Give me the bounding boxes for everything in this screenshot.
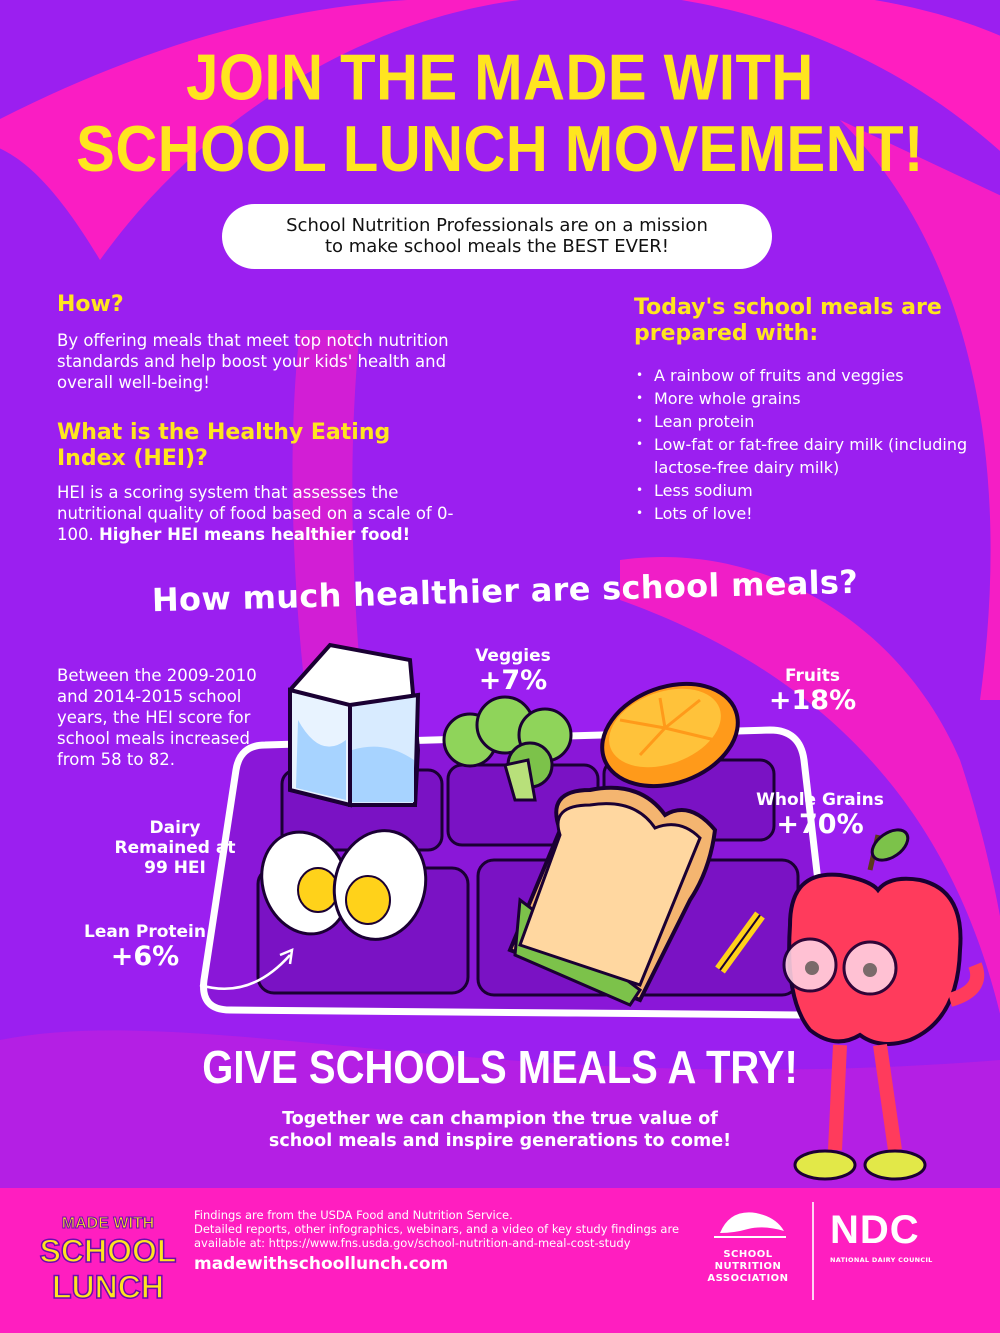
how-heading: How? [57, 292, 124, 317]
cta-body-line1: Together we can champion the true value of [282, 1109, 718, 1129]
list-item: • Lean protein [634, 410, 974, 433]
footer-findings-line: Findings are from the USDA Food and Nutrition Service. [194, 1208, 513, 1222]
page-title [40, 42, 960, 185]
stat-dairy [100, 818, 250, 878]
prepared-list [634, 364, 974, 525]
stat-value: +6% [110, 941, 180, 972]
mission-line1: School Nutrition Professionals are on a mission [286, 215, 708, 236]
mission-banner [222, 204, 772, 269]
stat-label: Veggies [475, 646, 551, 666]
page-title-line1: JOIN THE MADE WITH [186, 41, 814, 115]
mission-line2: to make school meals the BEST EVER! [324, 236, 669, 257]
list-item: • A rainbow of fruits and veggies [634, 364, 974, 387]
footer-details: Detailed reports, other infographics, webinars, and a video of key study findings are available at: https://www.fns.usda.gov/school-nutrition-and-meal-cost-study [194, 1222, 680, 1250]
ndc-text: NATIONAL DAIRY COUNCIL [830, 1256, 933, 1264]
stat-value: +18% [768, 685, 857, 716]
website-link[interactable]: madewithschoollunch.com [194, 1254, 449, 1274]
ndc-logo [830, 1210, 960, 1290]
comparison-intro: Between the 2009-2010 and 2014-2015 school years, the HEI score for school meals increased from 58 to 82. [57, 666, 257, 769]
made-with-school-lunch-logo [39, 1200, 177, 1318]
prepared-heading: Today's school meals are prepared with: [634, 295, 942, 346]
cta-heading: GIVE SCHOOLS MEALS A TRY! [202, 1042, 798, 1094]
list-item: • Low-fat or fat-free dairy milk (including lactose-free dairy milk) [634, 433, 974, 479]
sna-bird-icon [700, 1203, 796, 1247]
stat-fruits [740, 666, 885, 716]
stat-value: +70% [776, 809, 864, 840]
milk-carton-illustration [290, 645, 418, 805]
hei-body-highlight: Higher HEI means healthier food! [98, 525, 411, 544]
stat-lean-protein [75, 922, 215, 972]
list-item: • Less sodium [634, 479, 974, 502]
stat-value: +7% [478, 665, 548, 696]
sna-text: SCHOOL NUTRITION ASSOCIATION [707, 1249, 789, 1284]
svg-text:SCHOOL: SCHOOL [39, 1233, 177, 1269]
list-item: • Lots of love! [634, 502, 974, 525]
svg-text:MADE WITH: MADE WITH [61, 1215, 155, 1232]
cta-body [210, 1108, 790, 1152]
list-item: • More whole grains [634, 387, 974, 410]
stat-label: Fruits [784, 666, 841, 686]
footer [0, 1188, 1000, 1333]
stat-label: Whole Grains [756, 790, 884, 810]
sna-logo [700, 1203, 796, 1303]
stat-label: Lean Protein [84, 922, 206, 942]
stat-label: Dairy Remained at 99 HEI [114, 818, 236, 878]
svg-text:LUNCH: LUNCH [52, 1269, 164, 1305]
stat-veggies [448, 646, 578, 696]
ndc-mark: NDC [830, 1208, 920, 1252]
hei-body-text: HEI is a scoring system that assesses the nutritional quality of food based on a scale of 0-100. [57, 483, 454, 544]
page-title-line2: SCHOOL LUNCH MOVEMENT! [76, 112, 924, 186]
cta-body-line2: school meals and inspire generations to come! [268, 1131, 732, 1151]
hei-body [57, 482, 477, 545]
footer-findings [194, 1208, 714, 1250]
how-body: By offering meals that meet top notch nutrition standards and help boost your kids' health and overall well-being! [57, 331, 449, 392]
footer-divider [812, 1202, 814, 1300]
stat-whole-grains [740, 790, 900, 840]
comparison-heading: How much healthier are school meals? [151, 562, 859, 620]
hei-heading: What is the Healthy Eating Index (HEI)? [57, 420, 391, 471]
